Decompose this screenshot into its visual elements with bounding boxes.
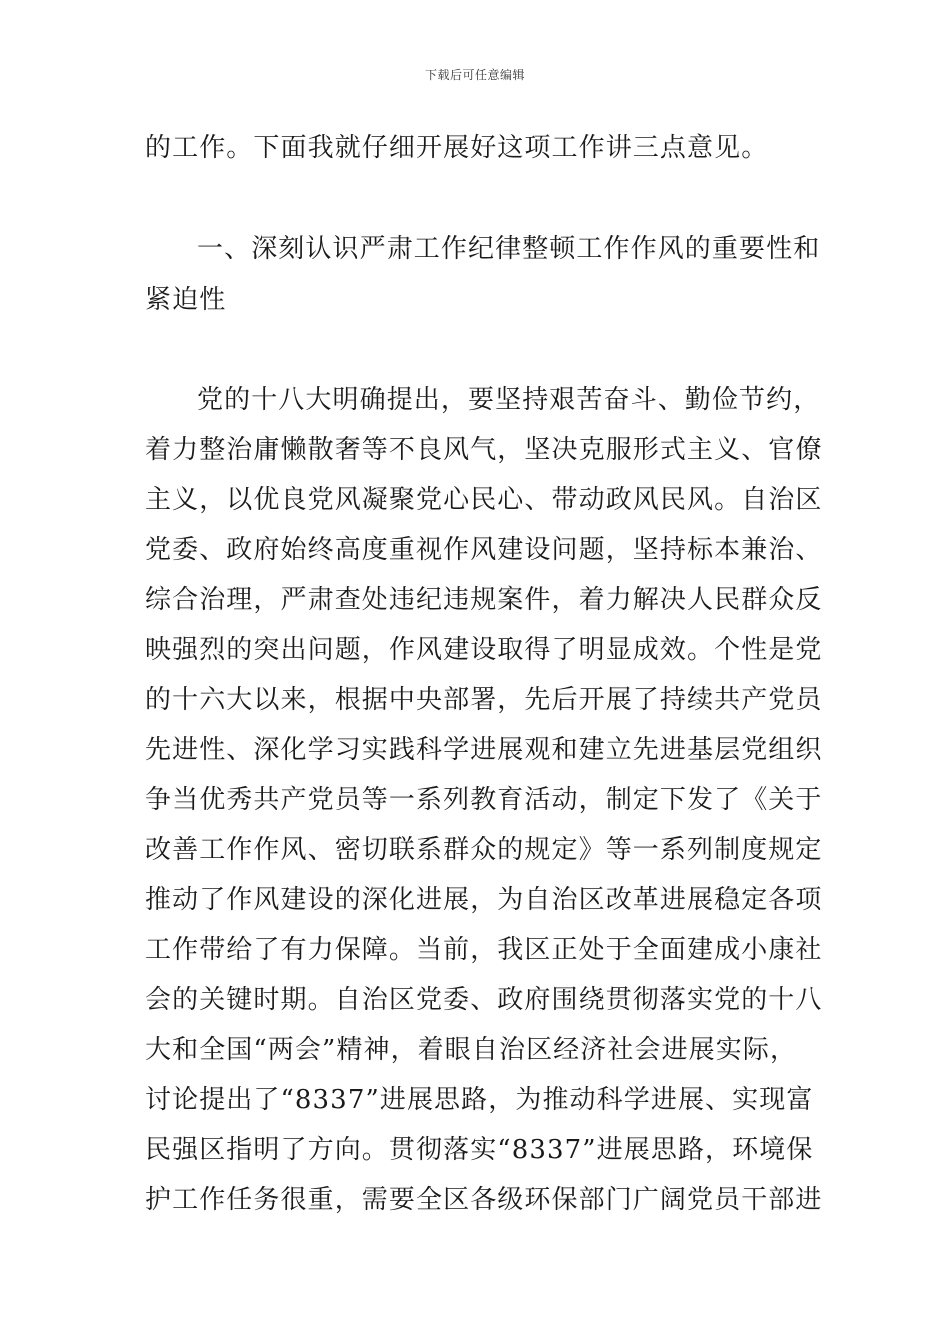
text-line: 着力整治庸懒散奢等不良风气，坚决克服形式主义、官僚 — [145, 435, 823, 465]
text-line: 工作带给了有力保障。当前，我区正处于全面建成小康社 — [145, 935, 823, 965]
text-line: 推动了作风建设的深化进展，为自治区改革进展稳定各项 — [145, 885, 823, 915]
text-line: 的工作。下面我就仔细开展好这项工作讲三点意见。 — [145, 133, 769, 163]
text-line: 争当优秀共产党员等一系列教育活动，制定下发了《关于 — [145, 785, 823, 815]
header-note: 下载后可任意编辑 — [424, 68, 525, 82]
text-line: 讨论提出了“8337”进展思路，为推动科学进展、实现富 — [145, 1085, 814, 1115]
text-line: 会的关键时期。自治区党委、政府围绕贯彻落实党的十八 — [145, 985, 823, 1015]
text-line: 民强区指明了方向。贯彻落实“8337”进展思路，环境保 — [145, 1135, 814, 1165]
text-line: 党委、政府始终高度重视作风建设问题，坚持标本兼治、 — [145, 535, 823, 565]
section-heading-line: 紧迫性 — [145, 285, 227, 315]
text-line: 综合治理，严肃查处违纪违规案件，着力解决人民群众反 — [145, 585, 823, 615]
text-line: 主义，以优良党风凝聚党心民心、带动政风民风。自治区 — [145, 485, 823, 515]
text-line: 改善工作作风、密切联系群众的规定》等一系列制度规定 — [145, 835, 823, 865]
text-line: 先进性、深化学习实践科学进展观和建立先进基层党组织 — [145, 735, 823, 765]
text-line: 党的十八大明确提出，要坚持艰苦奋斗、勤俭节约， — [197, 385, 821, 415]
text-line: 映强烈的突出问题，作风建设取得了明显成效。个性是党 — [145, 635, 823, 665]
text-line: 的十六大以来，根据中央部署，先后开展了持续共产党员 — [145, 685, 823, 715]
section-heading-line: 一、深刻认识严肃工作纪律整顿工作作风的重要性和 — [197, 234, 821, 264]
text-line: 大和全国“两会”精神，着眼自治区经济社会进展实际， — [145, 1035, 798, 1065]
text-line: 护工作任务很重，需要全区各级环保部门广阔党员干部进 — [145, 1185, 823, 1215]
